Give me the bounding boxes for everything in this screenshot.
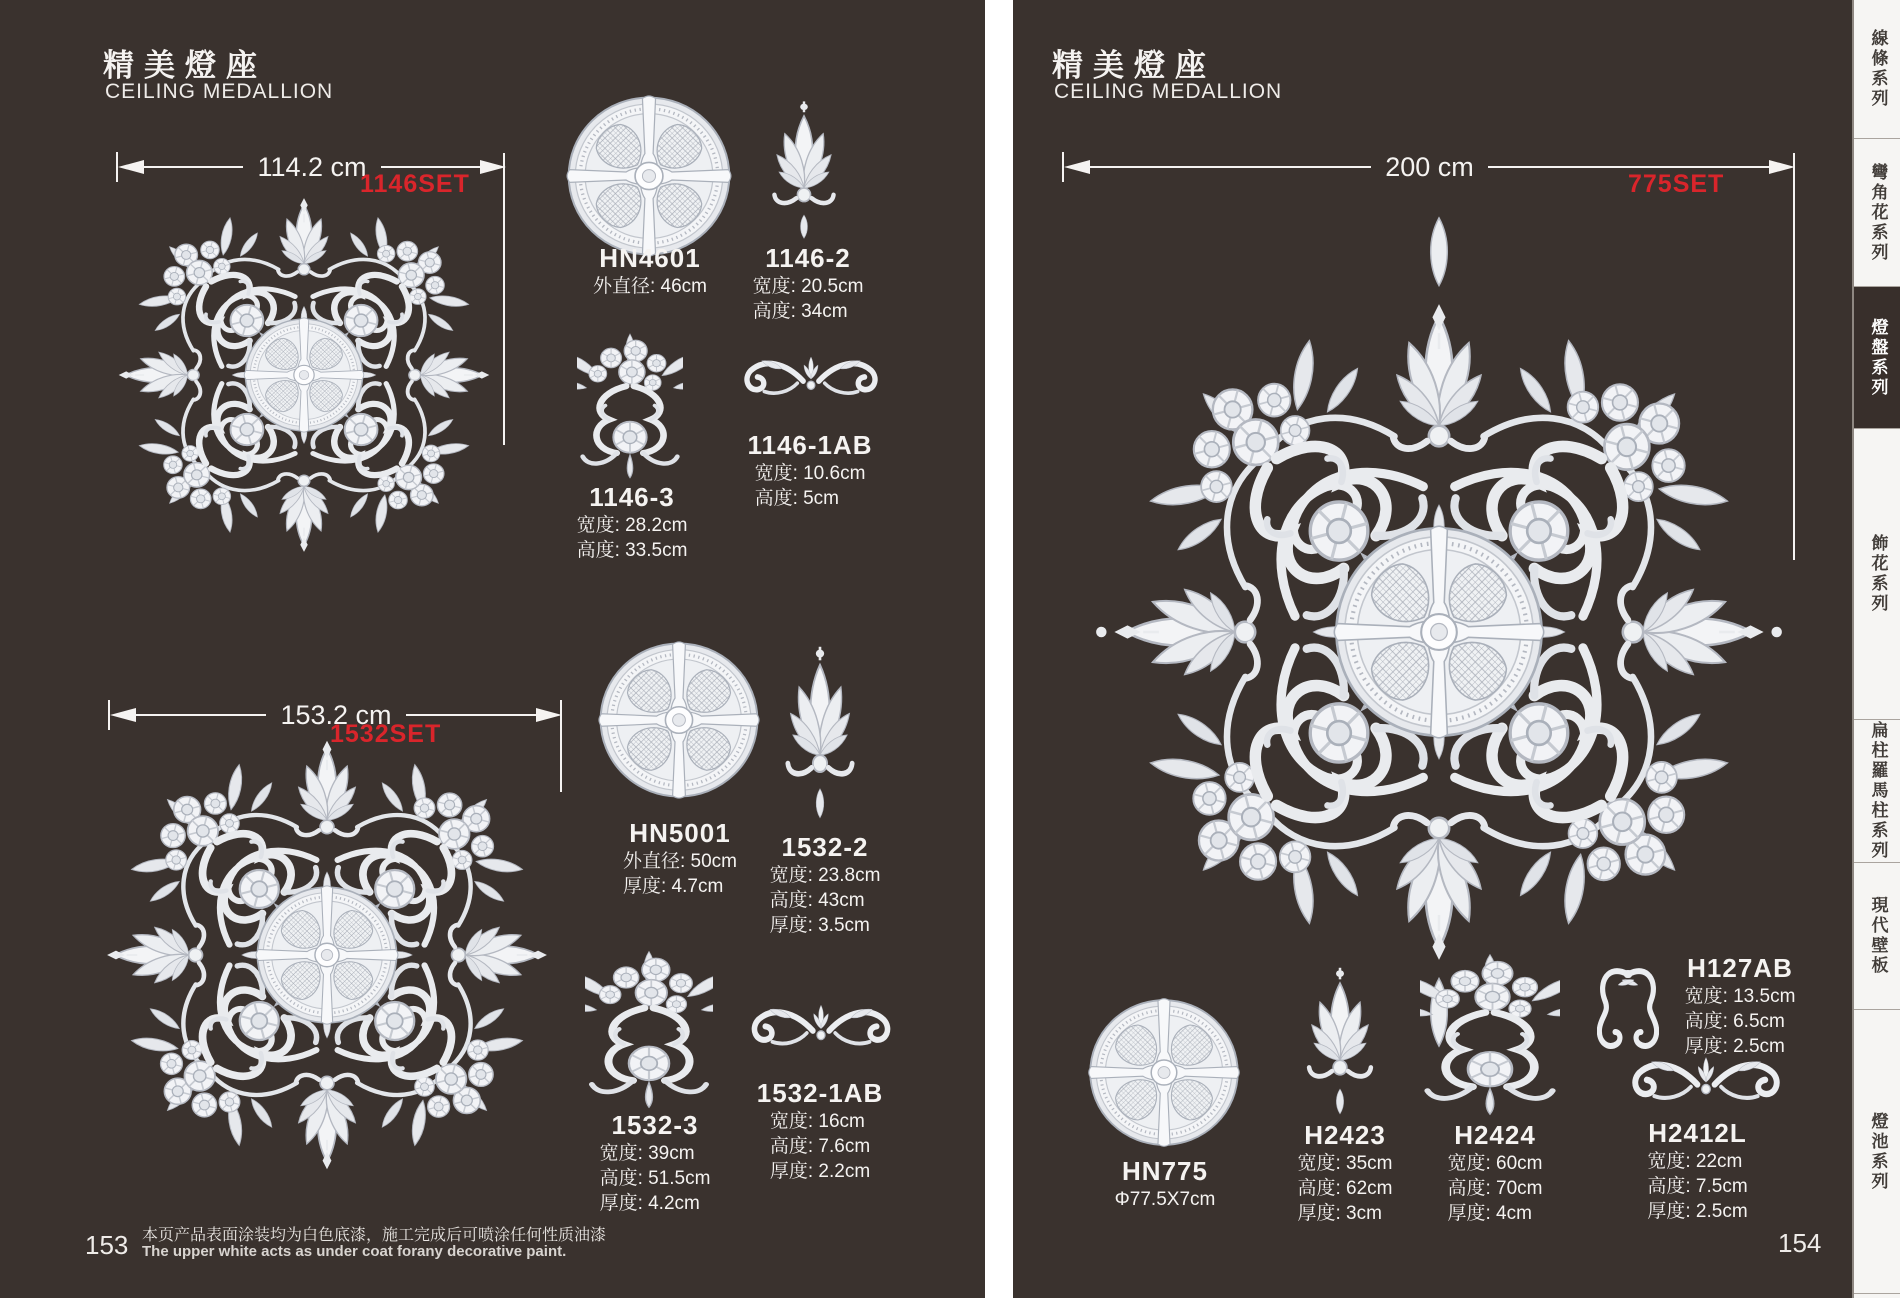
product-spec: 高度: 43cm	[769, 890, 865, 912]
product-spec: 外直径: 46cm	[592, 276, 708, 297]
set-code-tag: 775SET	[1628, 170, 1725, 198]
product-label	[1080, 1156, 1250, 1212]
product-label	[552, 482, 712, 563]
arrowhead-right-icon	[1769, 160, 1795, 174]
product-image-h2412l	[1622, 1052, 1790, 1110]
sidebar-tab-modern-wall-panel[interactable]	[1854, 863, 1900, 1010]
sidebar-tab-label: 燈池系列	[1868, 1111, 1888, 1192]
product-label	[720, 430, 900, 511]
product-code: HN775	[1122, 1156, 1208, 1186]
product-spec: Φ77.5X7cm	[1114, 1189, 1216, 1210]
product-spec: 厚度: 3cm	[1297, 1203, 1382, 1225]
product-image-1532-3	[585, 945, 713, 1113]
arrowhead-left-icon	[110, 708, 136, 722]
product-spec: 高度: 7.5cm	[1647, 1176, 1748, 1198]
product-spec: 厚度: 3.5cm	[769, 915, 870, 937]
product-image-1146-3	[577, 328, 683, 483]
product-label	[730, 1078, 910, 1184]
sidebar-tab-pilaster-column-series[interactable]	[1854, 720, 1900, 863]
dimension-line	[136, 714, 266, 716]
sidebar-tab-label: 扁柱羅馬柱系列	[1868, 721, 1888, 861]
product-spec: 宽度: 28.2cm	[576, 515, 688, 536]
product-spec: 高度: 34cm	[752, 301, 848, 323]
product-label	[1660, 953, 1820, 1059]
set-code-tag: 1532SET	[330, 720, 442, 748]
product-code: 1532-2	[781, 832, 869, 862]
page-title-zh: 精美燈座	[103, 48, 267, 83]
product-image-1146-2	[758, 96, 850, 244]
product-image-h2424	[1420, 948, 1560, 1120]
product-label	[1270, 1120, 1420, 1226]
product-code: H2423	[1304, 1120, 1386, 1150]
dimension-line	[1488, 166, 1769, 168]
arrowhead-left-icon	[1064, 160, 1090, 174]
footnote-zh: 本页产品表面涂装均为白色底漆，施工完成后可喷涂任何性质油漆	[142, 1227, 607, 1244]
dimension-line	[144, 166, 243, 168]
product-code: 1146-3	[589, 482, 675, 512]
product-spec: 宽度: 13.5cm	[1684, 986, 1796, 1007]
category-sidebar	[1852, 0, 1900, 1298]
arrowhead-left-icon	[118, 160, 144, 174]
product-code: 1532-1AB	[756, 1078, 884, 1108]
dimension-value: 200 cm	[1385, 151, 1474, 182]
product-spec: 厚度: 4cm	[1447, 1203, 1532, 1225]
product-label	[560, 243, 740, 299]
product-spec: 宽度: 22cm	[1647, 1151, 1743, 1172]
product-label	[1610, 1118, 1785, 1224]
product-spec: 宽度: 10.6cm	[754, 463, 866, 484]
product-label	[570, 1110, 740, 1216]
product-image-1532-2	[770, 640, 870, 825]
product-spec: 宽度: 60cm	[1447, 1153, 1543, 1174]
product-spec: 厚度: 2.5cm	[1647, 1201, 1748, 1223]
page-title-en: CEILING MEDALLION	[105, 80, 334, 103]
product-code: H2412L	[1648, 1118, 1747, 1148]
product-code: H127AB	[1687, 953, 1793, 983]
product-label	[1420, 1120, 1570, 1226]
product-spec: 高度: 7.6cm	[769, 1136, 871, 1158]
page-title-zh: 精美燈座	[1052, 48, 1216, 83]
sidebar-tab-label: 飾花系列	[1868, 534, 1888, 614]
sidebar-tab-ornament-series[interactable]	[1854, 429, 1900, 720]
product-spec: 高度: 70cm	[1447, 1178, 1543, 1200]
product-image-h127ab	[1597, 962, 1659, 1058]
arrowhead-right-icon	[536, 708, 562, 722]
product-spec: 厚度: 2.2cm	[769, 1161, 871, 1183]
sidebar-tab-lines-series[interactable]	[1854, 0, 1900, 139]
dimension-value: 114.2 cm	[257, 151, 367, 182]
product-spec: 厚度: 4.7cm	[622, 876, 724, 898]
dimension-extension-line	[503, 153, 505, 445]
product-image-h2423	[1292, 962, 1388, 1120]
set-code-tag: 1146SET	[360, 170, 470, 198]
product-spec: 高度: 33.5cm	[576, 540, 688, 562]
sidebar-tab-light-trough-series[interactable]	[1854, 1010, 1900, 1294]
product-spec: 高度: 5cm	[754, 488, 840, 510]
sidebar-tab-medallion-series[interactable]	[1854, 287, 1900, 429]
product-label	[740, 832, 910, 938]
product-image-hn4601	[563, 92, 735, 260]
product-code: H2424	[1454, 1120, 1536, 1150]
page-number: 153	[85, 1230, 129, 1260]
product-spec: 高度: 62cm	[1297, 1178, 1393, 1200]
dimension-line	[381, 166, 480, 168]
page-title-en: CEILING MEDALLION	[1054, 80, 1283, 103]
dimension-value: 153.2 cm	[280, 699, 392, 730]
product-image-hn775	[1085, 995, 1243, 1150]
product-spec: 厚度: 2.5cm	[1684, 1036, 1785, 1058]
product-label	[728, 243, 888, 324]
page-number: 154	[1778, 1228, 1822, 1258]
product-spec: 高度: 6.5cm	[1684, 1011, 1785, 1033]
product-spec: 高度: 51.5cm	[599, 1168, 711, 1190]
product-code: 1146-2	[765, 243, 851, 273]
product-code: 1146-1AB	[747, 430, 873, 460]
footnote-en: The upper white acts as under coat forany decorative paint.	[142, 1243, 567, 1260]
medallion-set-image-1532	[92, 726, 562, 1184]
product-image-1146-1ab	[735, 352, 887, 404]
medallion-set-image-1146	[106, 186, 502, 564]
product-code: 1532-3	[611, 1110, 699, 1140]
sidebar-tab-label: 現代壁板	[1868, 896, 1888, 976]
product-image-hn5001	[595, 638, 763, 802]
product-spec: 宽度: 35cm	[1297, 1153, 1393, 1174]
product-image-1532-1ab	[742, 1000, 900, 1055]
dimension-line	[406, 714, 536, 716]
medallion-set-image-775	[1083, 193, 1795, 1071]
product-spec: 宽度: 23.8cm	[769, 865, 881, 886]
product-code: HN5001	[629, 818, 731, 848]
product-spec: 外直径: 50cm	[622, 851, 738, 872]
product-code: HN4601	[599, 243, 701, 273]
sidebar-tab-label: 燈盤系列	[1868, 317, 1888, 398]
product-spec: 宽度: 20.5cm	[752, 276, 864, 297]
sidebar-tab-label: 線條系列	[1868, 29, 1888, 109]
sidebar-tab-corner-flower-series[interactable]	[1854, 139, 1900, 287]
sidebar-tab-label: 彎角花系列	[1868, 162, 1888, 263]
product-spec: 宽度: 39cm	[599, 1143, 695, 1164]
product-spec: 宽度: 16cm	[769, 1111, 865, 1132]
dimension-line	[1090, 166, 1371, 168]
product-spec: 厚度: 4.2cm	[599, 1193, 700, 1215]
